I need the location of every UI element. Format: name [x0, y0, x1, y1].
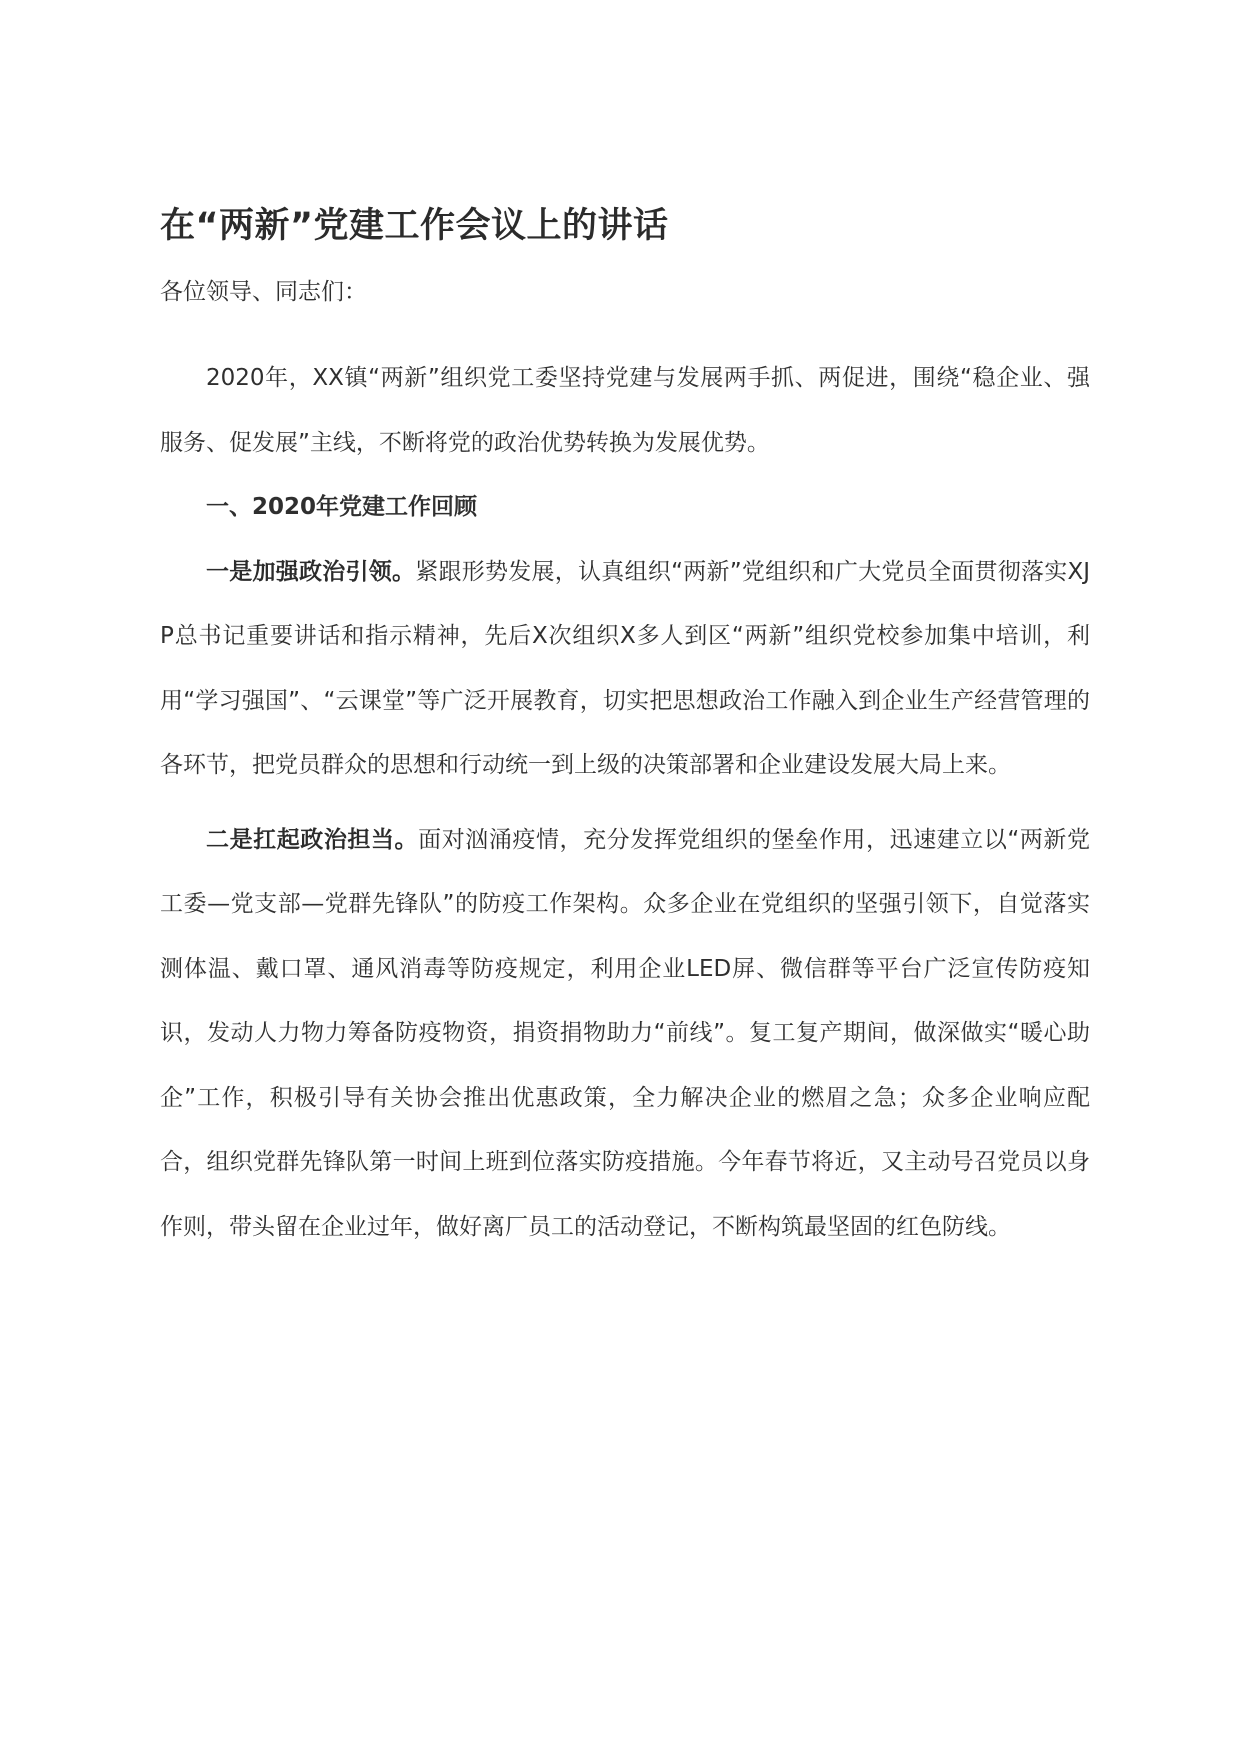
point-body-political-guidance: 紧跟形势发展，认真组织“两新”党组织和广大党员全面贯彻落实XJP总书记重要讲话和指示精神，先后X次组织X多人到区“两新”组织党校参加集中培训，利用“学习强国”、“云课堂”等广泛开展教育，切实把思想政治工作融入到企业生产经营管理的各环节，把党员群众的思想和行动统一到上级的决策部署和企业建设发展大局上来。	[160, 558, 1090, 778]
salutation: 各位领导、同志们：	[160, 279, 367, 305]
point-paragraph-political-guidance	[160, 540, 1090, 798]
document-page	[160, 200, 1090, 1259]
point-lead-political-guidance: 一是加强政治引领。	[206, 558, 416, 585]
point-paragraph-political-responsibility	[160, 808, 1090, 1260]
point-body-political-responsibility: 面对汹涌疫情，充分发挥党组织的堡垒作用，迅速建立以“两新党工委—党支部—党群先锋队”的防疫工作架构。众多企业在党组织的坚强引领下，自觉落实测体温、戴口罩、通风消毒等防疫规定，利用企业LED屏、微信群等平台广泛宣传防疫知识，发动人力物力筹备防疫物资，捐资捐物助力“前线”。复工复产期间，做深做实“暖心助企”工作，积极引导有关协会推出优惠政策，全力解决企业的燃眉之急；众多企业响应配合，组织党群先锋队第一时间上班到位落实防疫措施。今年春节将近，又主动号召党员以身作则，带头留在企业过年，做好离厂员工的活动登记，不断构筑最坚固的红色防线。	[160, 826, 1091, 1240]
point-lead-political-responsibility: 二是扛起政治担当。	[206, 826, 419, 853]
document-title: 在“两新”党建工作会议上的讲话	[160, 206, 669, 246]
intro-paragraph: 2020年，XX镇“两新”组织党工委坚持党建与发展两手抓、两促进，围绕“稳企业、强服务、促发展”主线，不断将党的政治优势转换为发展优势。	[160, 365, 1090, 456]
section-heading-review: 一、2020年党建工作回顾	[206, 494, 478, 520]
